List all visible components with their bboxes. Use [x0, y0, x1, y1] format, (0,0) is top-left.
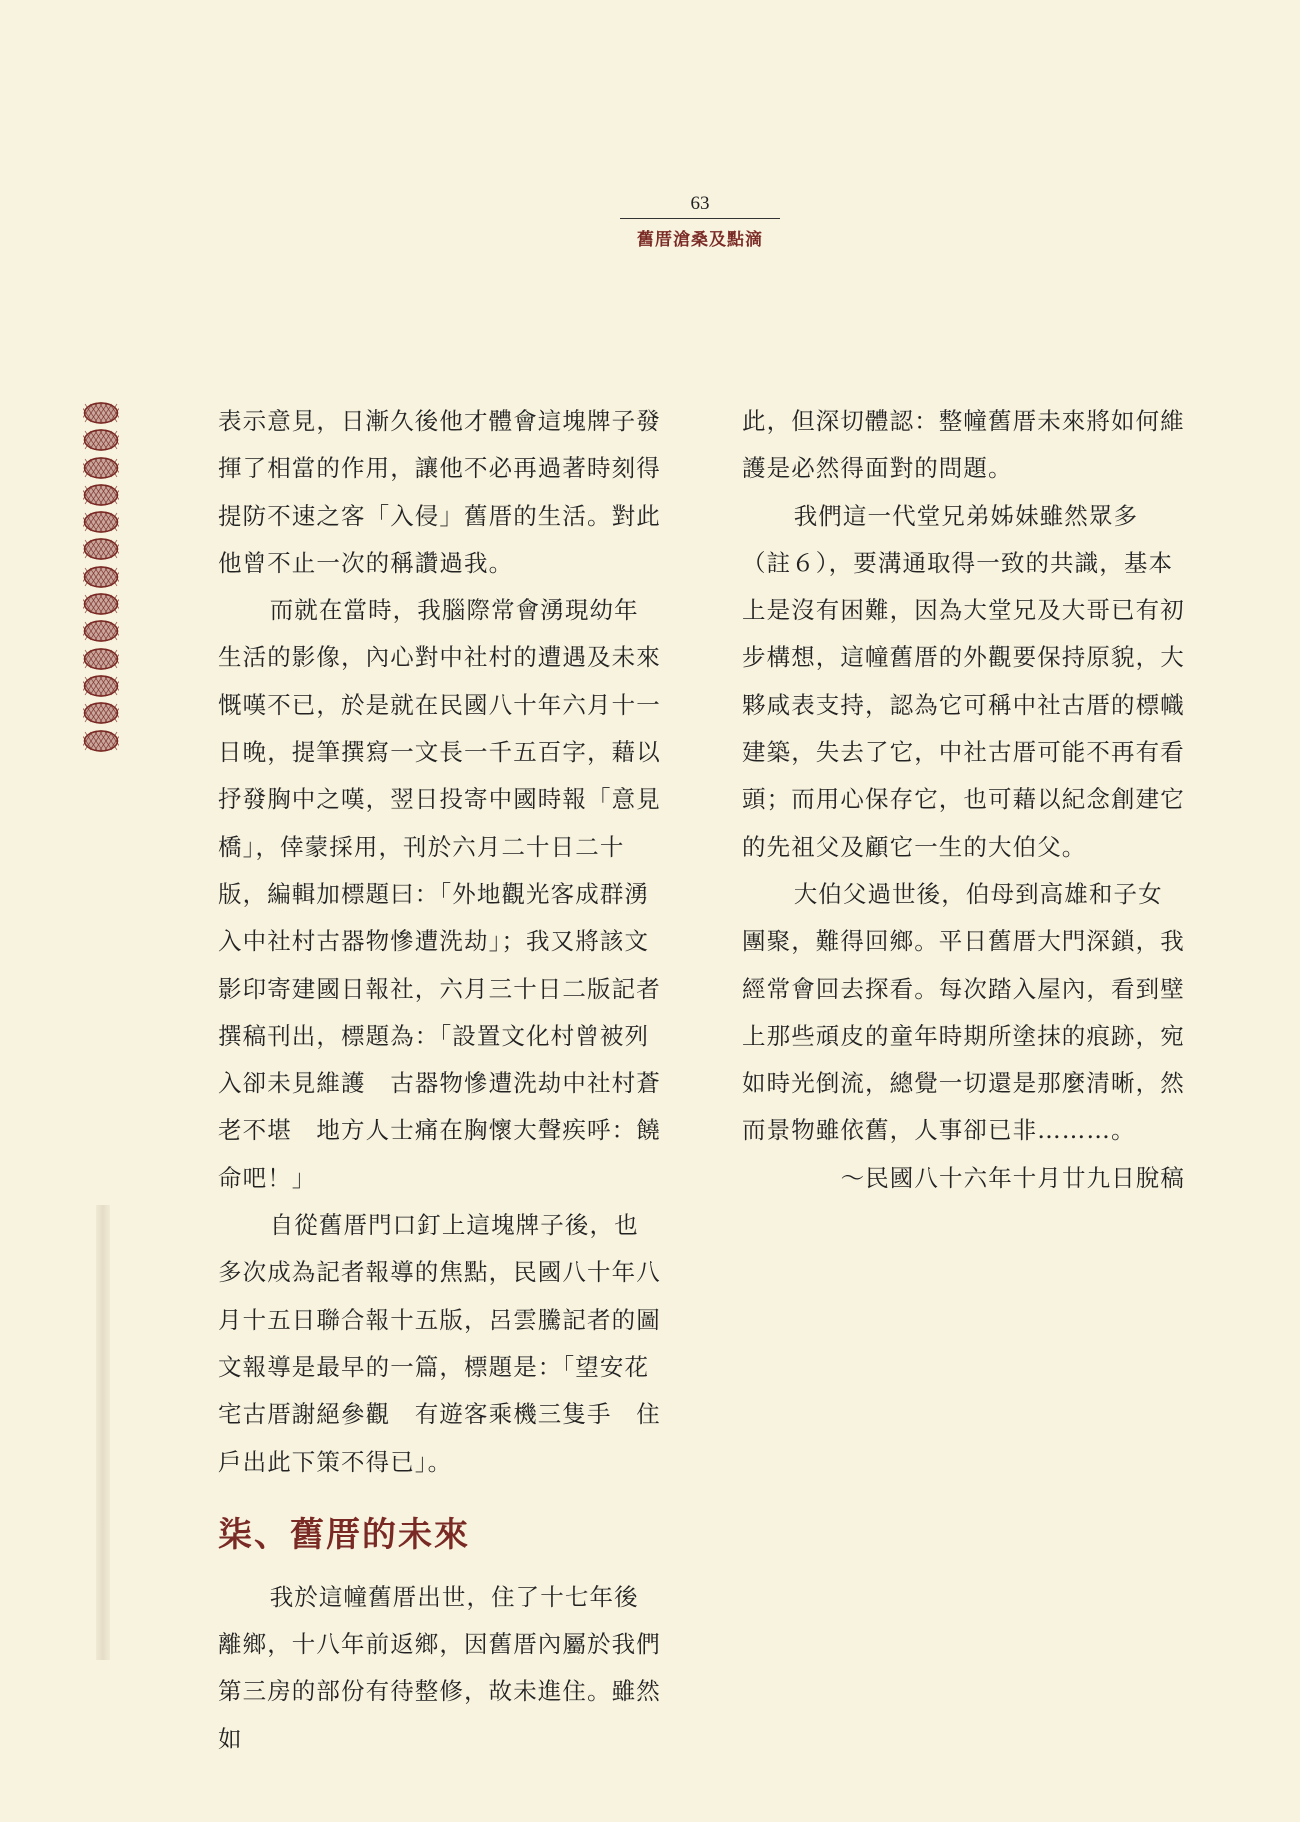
- right-text-column: [742, 398, 1185, 1202]
- woven-ornament-icon: [83, 702, 119, 724]
- paragraph: 而就在當時，我腦際常會湧現幼年生活的影像，內心對中社村的遭遇及未來慨嘆不已，於是就在民國八十年六月十一日晚，提筆撰寫一文長一千五百字，藉以抒發胸中之嘆，翌日投寄中國時報「意見橋」，倖蒙採用，刊於六月二十日二十版，編輯加標題曰：「外地觀光客成群湧入中社村古器物慘遭洗劫」；我又將該文影印寄建國日報社，六月三十日二版記者撰稿刊出，標題為：「設置文化村曾被列入卻未見維護 古器物慘遭洗劫中社村蒼老不堪 地方人士痛在胸懷大聲疾呼：饒命吧！」: [218, 596, 661, 1192]
- page-number: 63: [690, 193, 710, 214]
- ornament-column: [83, 402, 123, 757]
- paragraph: 大伯父過世後，伯母到高雄和子女團聚，難得回鄉。平日舊厝大門深鎖，我經常會回去探看。每次踏入屋內，看到壁上那些頑皮的童年時期所塗抹的痕跡，宛如時光倒流，總覺一切還是那麼清晰，然而景物雖依舊，人事卻已非………。: [742, 879, 1185, 1145]
- paragraph: 自從舊厝門口釘上這塊牌子後，也多次成為記者報導的焦點，民國八十年八月十五日聯合報十五版，呂雲騰記者的圖文報導是最早的一篇，標題是：「望安花宅古厝謝絕參觀 有遊客乘機三隻手 住戶出此下策不得已」。: [218, 1211, 661, 1476]
- woven-ornament-icon: [83, 511, 119, 533]
- woven-ornament-icon: [83, 648, 119, 670]
- woven-ornament-icon: [83, 429, 119, 451]
- paragraph: 我們這一代堂兄弟姊妹雖然眾多（註６），要溝通取得一致的共識，基本上是沒有困難，因為大堂兄及大哥已有初步構想，這幢舊厝的外觀要保持原貌，大夥咸表支持，認為它可稱中社古厝的標幟建築，失去了它，中社古厝可能不再有看頭；而用心保存它，也可藉以紀念創建它的先祖父及顧它一生的大伯父。: [742, 501, 1185, 861]
- header-rule: [620, 218, 780, 219]
- date-signature: ～民國八十六年十月廿九日脫稿: [840, 1163, 1185, 1192]
- paragraph: 我於這幢舊厝出世，住了十七年後離鄉，十八年前返鄉，因舊厝內屬於我們第三房的部份有待整修，故未進住。雖然如: [218, 1582, 661, 1753]
- woven-ornament-icon: [83, 620, 119, 642]
- section-heading: 柒、舊厝的未來: [218, 1514, 470, 1555]
- woven-ornament-icon: [83, 730, 119, 752]
- page-header: [620, 192, 780, 250]
- left-text-column: [218, 398, 661, 1763]
- woven-ornament-icon: [83, 675, 119, 697]
- woven-ornament-icon: [83, 402, 119, 424]
- woven-ornament-icon: [83, 566, 119, 588]
- paragraph: 表示意見，日漸久後他才體會這塊牌子發揮了相當的作用，讓他不必再過著時刻得提防不速之客「入侵」舊厝的生活。對此他曾不止一次的稱讚過我。: [218, 407, 661, 577]
- woven-ornament-icon: [83, 457, 119, 479]
- paragraph: 此，但深切體認：整幢舊厝未來將如何維護是必然得面對的問題。: [742, 407, 1185, 483]
- bleed-through-mark: [96, 1205, 110, 1660]
- woven-ornament-icon: [83, 484, 119, 506]
- woven-ornament-icon: [83, 593, 119, 615]
- woven-ornament-icon: [83, 538, 119, 560]
- running-title: 舊厝滄桑及點滴: [637, 230, 763, 250]
